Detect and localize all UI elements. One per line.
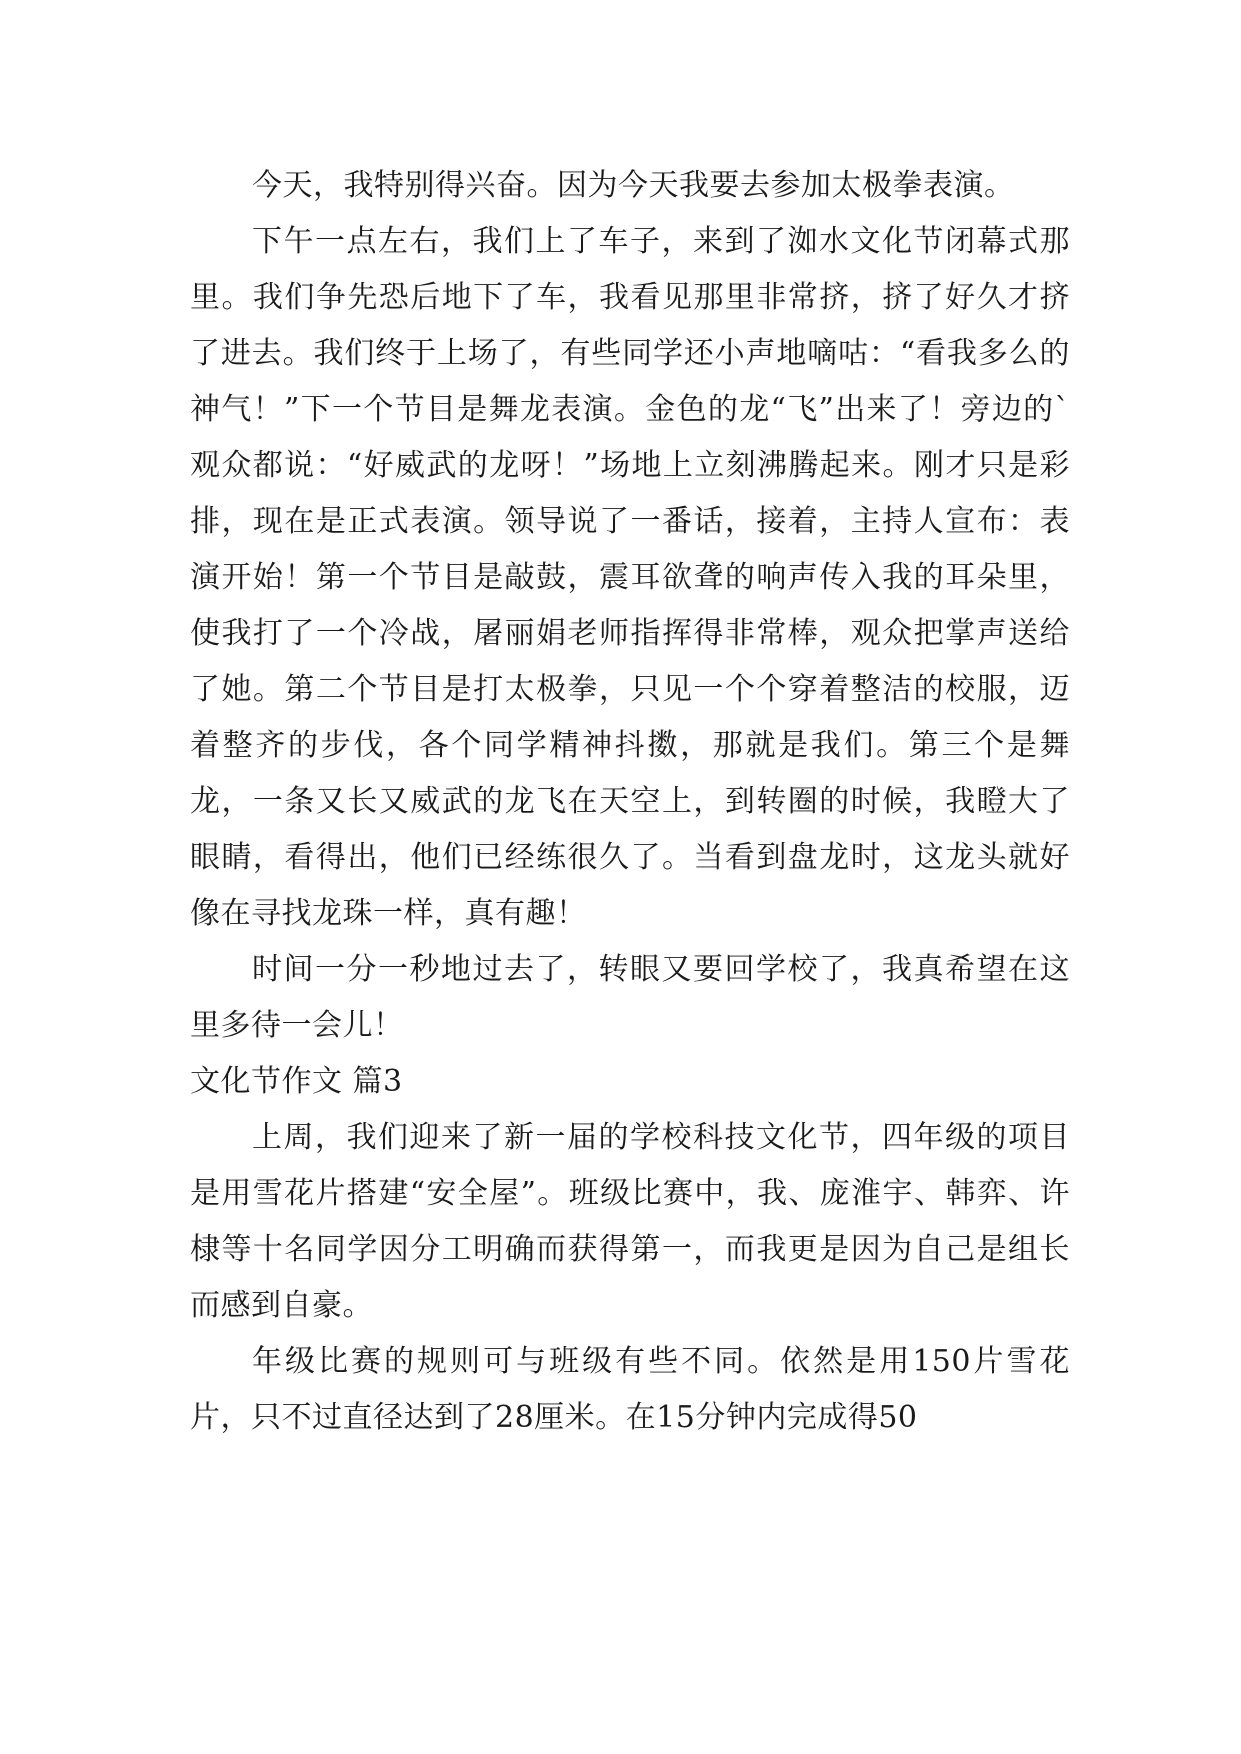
paragraph-5: 年级比赛的规则可与班级有些不同。依然是用150片雪花片，只不过直径达到了28厘米。在15分钟内完成得50 xyxy=(190,1344,1070,1435)
document-body xyxy=(190,158,1070,1446)
paragraph-4: 上周，我们迎来了新一届的学校科技文化节，四年级的项目是用雪花片搭建“安全屋”。班级比赛中，我、庞淮宇、韩弈、许棣等十名同学因分工明确而获得第一，而我更是因为自己是组长而感到自豪。 xyxy=(190,1120,1070,1323)
paragraph-2: 下午一点左右，我们上了车子，来到了洳水文化节闭幕式那里。我们争先恐后地下了车，我看见那里非常挤，挤了好久才挤了进去。我们终于上场了，有些同学还小声地嘀咕：“看我多么的神气！”下一个节目是舞龙表演。金色的龙“飞”出来了！旁边的`观众都说：“好威武的龙呀！”场地上立刻沸腾起来。刚才只是彩排，现在是正式表演。领导说了一番话，接着，主持人宣布：表演开始！第一个节目是敲鼓，震耳欲聋的响声传入我的耳朵里，使我打了一个冷战，屠丽娟老师指挥得非常棒，观众把掌声送给了她。第二个节目是打太极拳，只见一个个穿着整洁的校服，迈着整齐的步伐，各个同学精神抖擞，那就是我们。第三个是舞龙，一条又长又威武的龙飞在天空上，到转圈的时候，我瞪大了眼睛，看得出，他们已经练很久了。当看到盘龙时，这龙头就好像在寻找龙珠一样，真有趣！ xyxy=(190,224,1070,931)
section-heading: 文化节作文 篇3 xyxy=(190,1064,403,1099)
paragraph-3: 时间一分一秒地过去了，转眼又要回学校了，我真希望在这里多待一会儿！ xyxy=(190,952,1070,1043)
paragraph-1: 今天，我特别得兴奋。因为今天我要去参加太极拳表演。 xyxy=(252,168,1015,203)
